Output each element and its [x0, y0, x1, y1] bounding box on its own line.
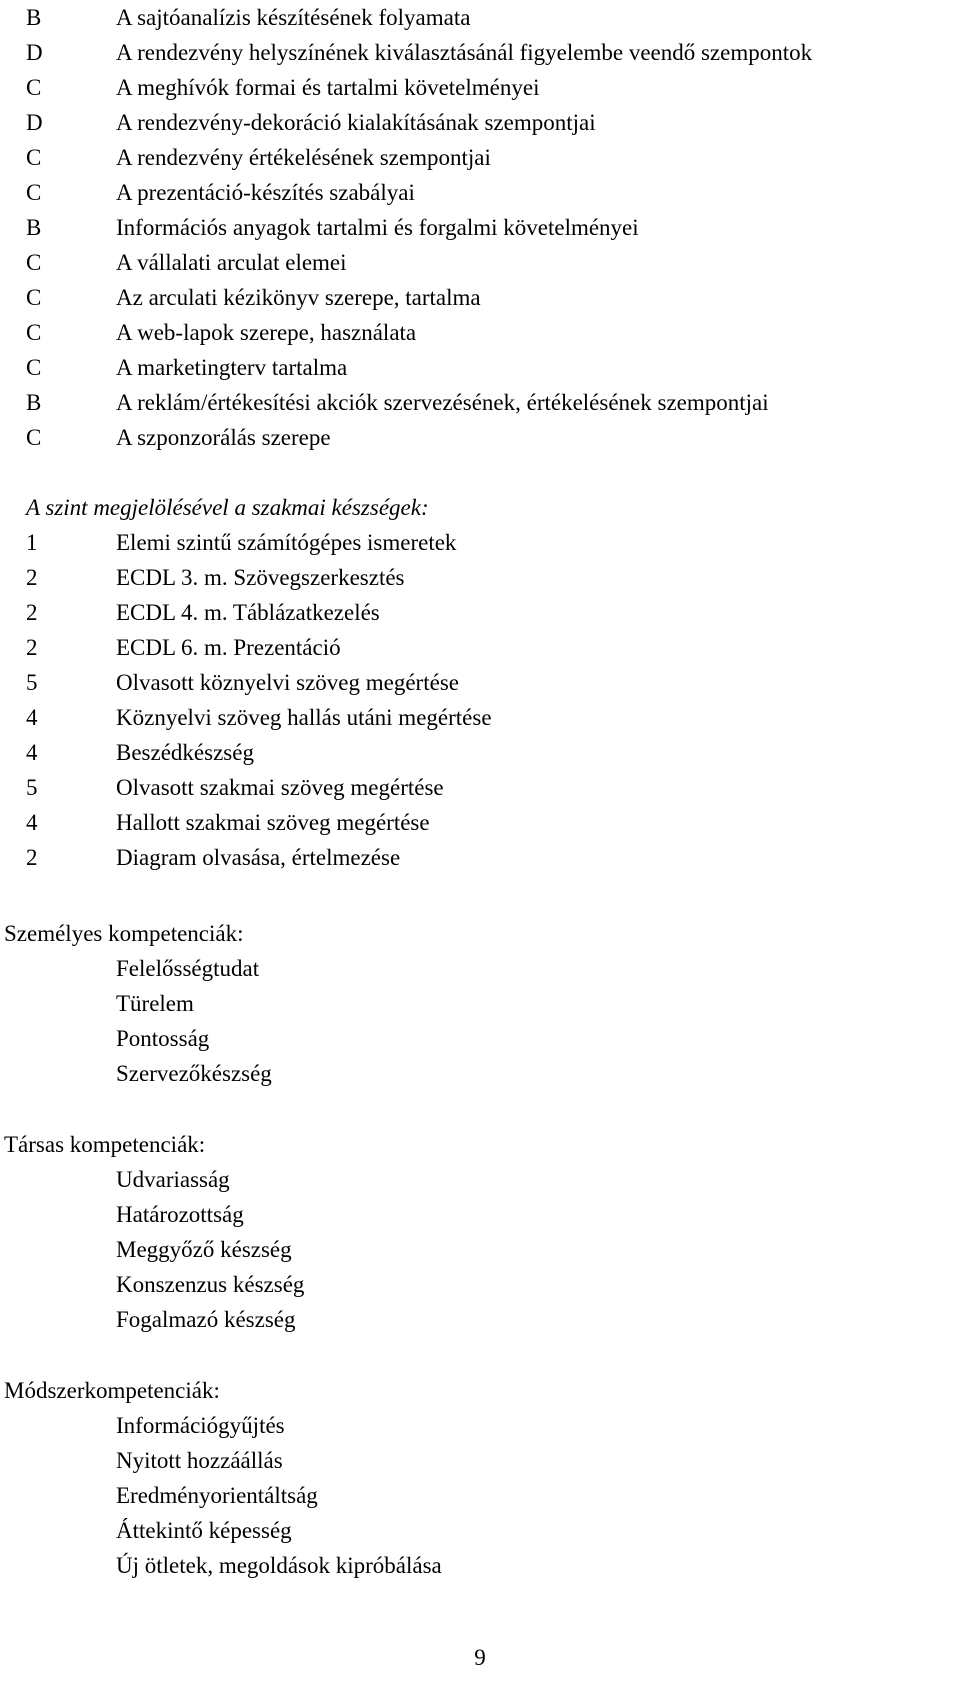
topic-text: A rendezvény-dekoráció kialakításának szempontjai [116, 110, 596, 135]
competency-item: Szervezőkészség [116, 1061, 272, 1086]
topic-text: A marketingterv tartalma [116, 355, 348, 380]
section-title-row [0, 916, 960, 951]
competency-item: Felelősségtudat [116, 956, 260, 981]
topic-code: D [26, 110, 43, 135]
list-item [0, 315, 960, 350]
list-item [0, 280, 960, 315]
topic-code: C [26, 145, 42, 170]
competency-item: Udvariasság [116, 1167, 230, 1192]
list-item [0, 385, 960, 420]
section-title-row [0, 1127, 960, 1162]
skills-heading: A szint megjelölésével a szakmai készségek: [26, 495, 429, 520]
competency-item: Meggyőző készség [116, 1237, 292, 1262]
topic-text: A meghívók formai és tartalmi követelményei [116, 75, 540, 100]
list-item [0, 350, 960, 385]
skill-level: 2 [26, 845, 38, 870]
skill-text: Diagram olvasása, értelmezése [116, 845, 401, 870]
topic-code: C [26, 320, 42, 345]
topic-text: A vállalati arculat elemei [116, 250, 347, 275]
competency-item: Eredményorientáltság [116, 1483, 318, 1508]
skill-level: 5 [26, 670, 38, 695]
skill-text: Olvasott köznyelvi szöveg megértése [116, 670, 459, 695]
competency-item: Nyitott hozzáállás [116, 1448, 283, 1473]
skill-level: 2 [26, 635, 38, 660]
skill-text: Elemi szintű számítógépes ismeretek [116, 530, 457, 555]
skill-level: 4 [26, 740, 38, 765]
topic-text: A reklám/értékesítési akciók szervezésének, értékelésének szempontjai [116, 390, 769, 415]
skill-text: Köznyelvi szöveg hallás utáni megértése [116, 705, 492, 730]
topic-text: A szponzorálás szerepe [116, 425, 331, 450]
list-item [0, 1443, 960, 1478]
topic-text: A rendezvény helyszínének kiválasztásánál figyelembe veendő szempontok [116, 40, 813, 65]
list-item [0, 665, 960, 700]
list-item [0, 986, 960, 1021]
competency-item: Új ötletek, megoldások kipróbálása [116, 1553, 442, 1578]
competency-item: Türelem [116, 991, 194, 1016]
topic-text: Információs anyagok tartalmi és forgalmi követelményei [116, 215, 639, 240]
list-item [0, 1478, 960, 1513]
skill-text: Beszédkészség [116, 740, 254, 765]
section-title-row [0, 1373, 960, 1408]
topic-code: C [26, 285, 42, 310]
list-item [0, 1302, 960, 1337]
topic-code: B [26, 390, 42, 415]
section-title: Módszerkompetenciák: [4, 1378, 220, 1403]
topic-code: B [26, 5, 42, 30]
list-item [0, 175, 960, 210]
skill-level: 2 [26, 565, 38, 590]
skill-text: Olvasott szakmai szöveg megértése [116, 775, 444, 800]
topic-text: A sajtóanalízis készítésének folyamata [116, 5, 471, 30]
topic-text: A prezentáció-készítés szabályai [116, 180, 415, 205]
skill-text: ECDL 6. m. Prezentáció [116, 635, 341, 660]
topic-text: A rendezvény értékelésének szempontjai [116, 145, 491, 170]
skill-level: 4 [26, 810, 38, 835]
skill-level: 5 [26, 775, 38, 800]
list-item [0, 770, 960, 805]
list-item [0, 1408, 960, 1443]
skill-level: 1 [26, 530, 38, 555]
topic-code: C [26, 250, 42, 275]
list-item [0, 595, 960, 630]
skill-level: 4 [26, 705, 38, 730]
method-competencies [0, 1373, 960, 1583]
skills-heading-row [0, 490, 960, 525]
list-item [0, 245, 960, 280]
list-item [0, 951, 960, 986]
competency-item: Fogalmazó készség [116, 1307, 296, 1332]
list-item [0, 35, 960, 70]
topic-code: D [26, 40, 43, 65]
skill-text: ECDL 4. m. Táblázatkezelés [116, 600, 380, 625]
list-item [0, 210, 960, 245]
skills-section [0, 490, 960, 875]
topic-code: C [26, 355, 42, 380]
section-title: Személyes kompetenciák: [4, 921, 244, 946]
list-item [0, 840, 960, 875]
topic-code: B [26, 215, 42, 240]
list-item [0, 0, 960, 35]
list-item [0, 700, 960, 735]
page-number: 9 [474, 1645, 486, 1670]
list-item [0, 1162, 960, 1197]
list-item [0, 1513, 960, 1548]
competency-item: Áttekintő képesség [116, 1518, 292, 1543]
list-item [0, 735, 960, 770]
list-item [0, 805, 960, 840]
list-item [0, 560, 960, 595]
competency-item: Határozottság [116, 1202, 244, 1227]
competency-item: Információgyűjtés [116, 1413, 285, 1438]
list-item [0, 1267, 960, 1302]
skill-level: 2 [26, 600, 38, 625]
competency-item: Pontosság [116, 1026, 210, 1051]
topic-text: A web-lapok szerepe, használata [116, 320, 417, 345]
list-item [0, 140, 960, 175]
list-item [0, 1021, 960, 1056]
list-item [0, 70, 960, 105]
list-item [0, 630, 960, 665]
topic-text: Az arculati kézikönyv szerepe, tartalma [116, 285, 481, 310]
section-title: Társas kompetenciák: [4, 1132, 206, 1157]
list-item [0, 1548, 960, 1583]
list-item [0, 1056, 960, 1091]
list-item [0, 1232, 960, 1267]
list-item [0, 525, 960, 560]
topics-list [0, 0, 960, 455]
topic-code: C [26, 425, 42, 450]
competency-item: Konszenzus készség [116, 1272, 305, 1297]
personal-competencies [0, 916, 960, 1091]
topic-code: C [26, 75, 42, 100]
list-item [0, 105, 960, 140]
skill-text: ECDL 3. m. Szövegszerkesztés [116, 565, 405, 590]
topic-code: C [26, 180, 42, 205]
list-item [0, 420, 960, 455]
skill-text: Hallott szakmai szöveg megértése [116, 810, 430, 835]
list-item [0, 1197, 960, 1232]
social-competencies [0, 1127, 960, 1337]
